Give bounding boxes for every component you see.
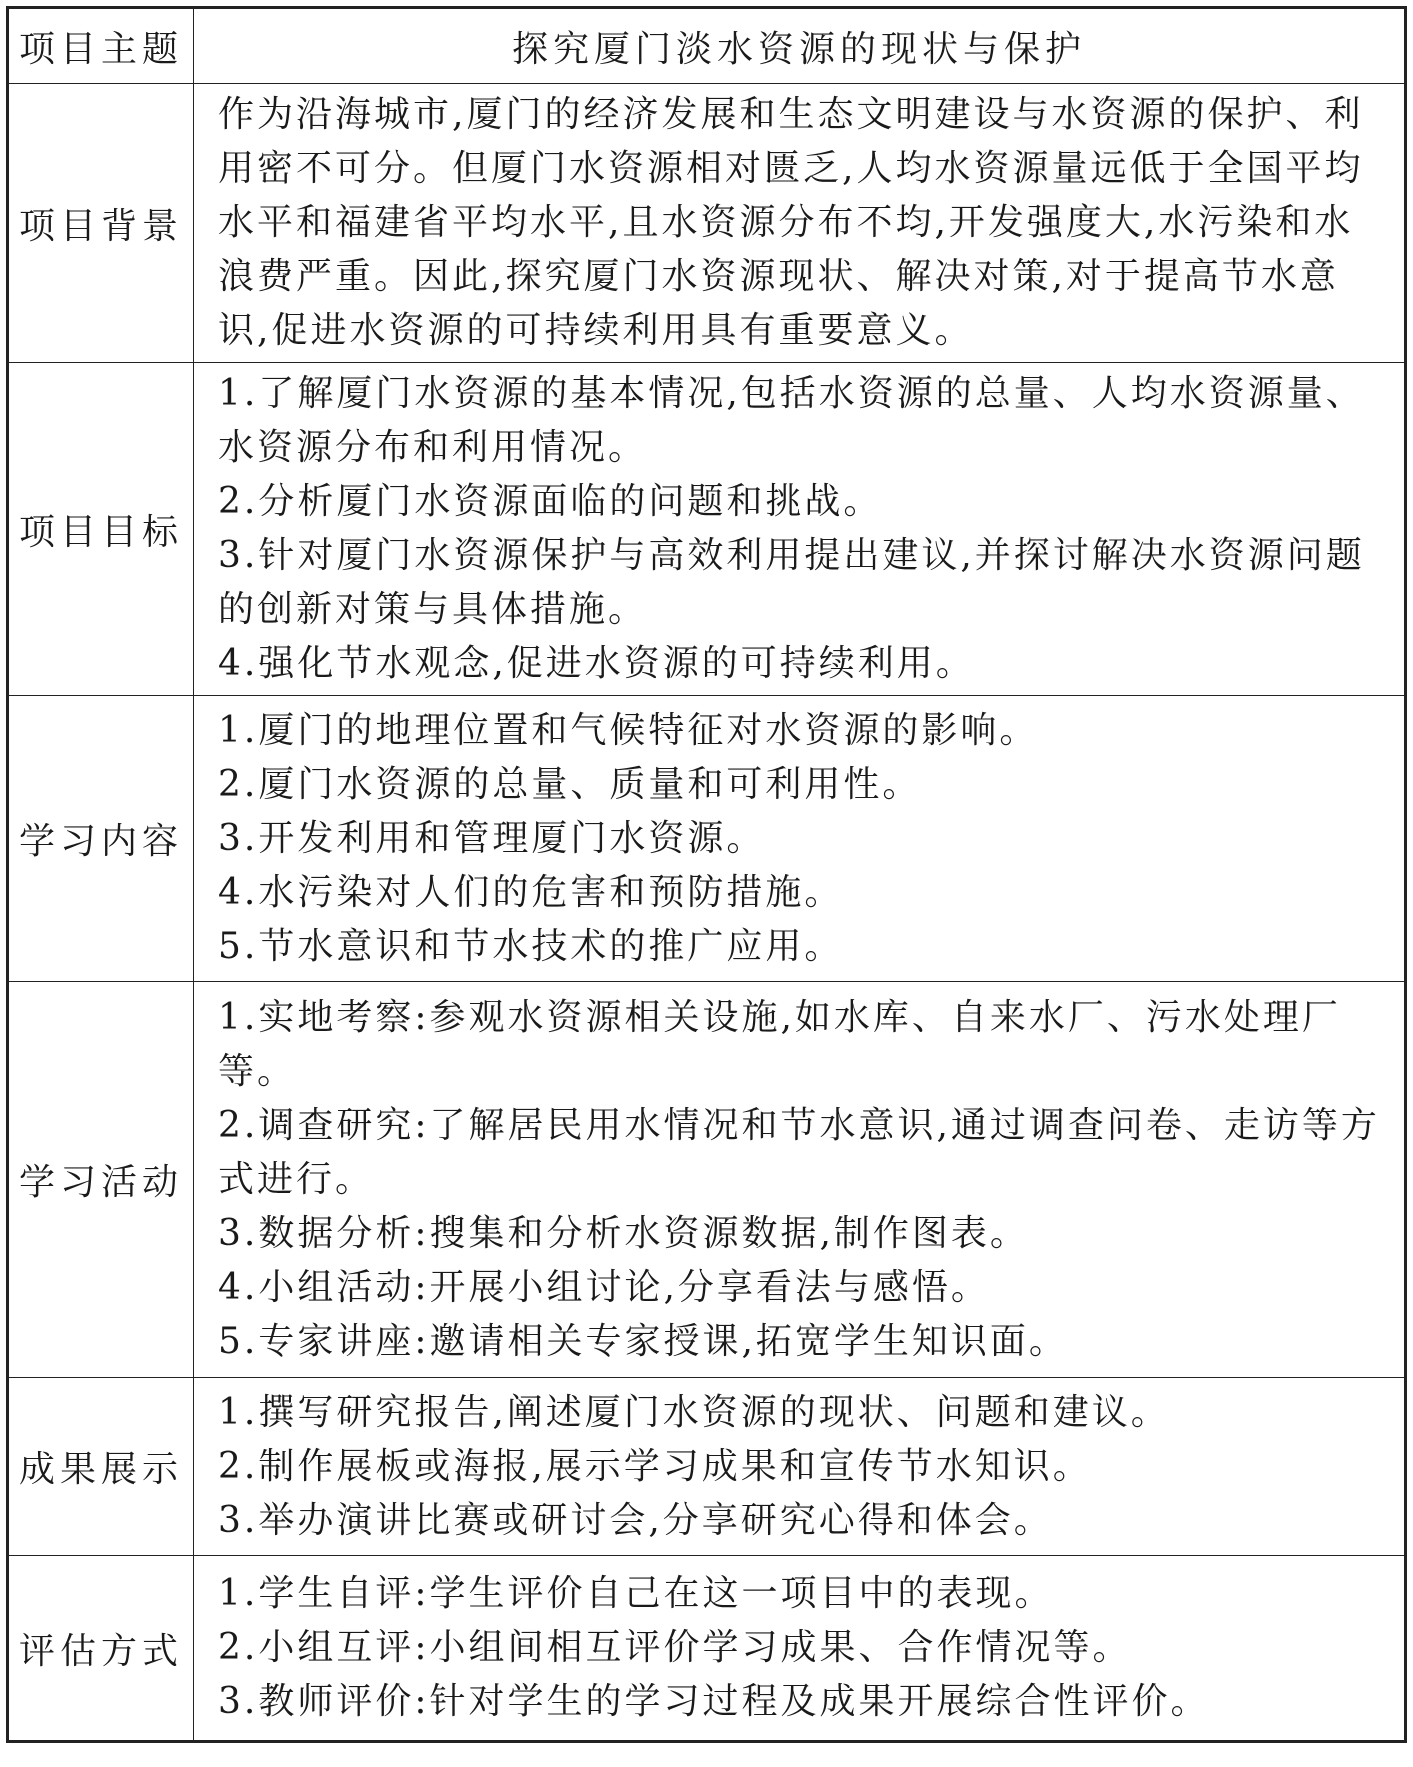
list-item: 3.举办演讲比赛或研讨会,分享研究心得和体会。: [218, 1499, 1053, 1541]
goals-cell: [194, 363, 1406, 696]
row-evaluation: [8, 1556, 1406, 1742]
list-item: 3.教师评价:针对学生的学习过程及成果开展综合性评价。: [218, 1681, 1210, 1722]
row-label-topic: 项目主题: [8, 8, 194, 84]
row-label-goals: 项目目标: [8, 363, 194, 696]
project-topic-title: 探究厦门淡水资源的现状与保护: [194, 8, 1406, 84]
row-label-content: 学习内容: [8, 696, 194, 982]
row-label-evaluation: 评估方式: [8, 1556, 194, 1742]
list-item: 5.专家讲座:邀请相关专家授课,拓宽学生知识面。: [218, 1320, 1068, 1362]
activities-cell: [194, 982, 1406, 1378]
list-item: 3.针对厦门水资源保护与高效利用提出建议,并探讨解决水资源问题的创新对策与具体措施。: [218, 535, 1365, 630]
background-cell: [194, 84, 1406, 363]
list-item: 2.制作展板或海报,展示学习成果和宣传节水知识。: [218, 1445, 1092, 1487]
list-item: 2.调查研究:了解居民用水情况和节水意识,通过调查问卷、走访等方式进行。: [218, 1104, 1380, 1200]
list-item: 4.水污染对人们的危害和预防措施。: [218, 871, 844, 913]
list-item: 2.厦门水资源的总量、质量和可利用性。: [218, 763, 922, 805]
row-topic: [8, 8, 1406, 84]
list-item: 1.实地考察:参观水资源相关设施,如水库、自来水厂、污水处理厂等。: [218, 996, 1341, 1092]
row-background: [8, 84, 1406, 363]
list-item: 2.分析厦门水资源面临的问题和挑战。: [218, 481, 883, 522]
project-plan-table: [6, 6, 1407, 1743]
list-item: 5.节水意识和节水技术的推广应用。: [218, 925, 844, 967]
list-item: 1.厦门的地理位置和气候特征对水资源的影响。: [218, 709, 1039, 751]
list-item: 2.小组互评:小组间相互评价学习成果、合作情况等。: [218, 1627, 1132, 1668]
row-results: [8, 1378, 1406, 1556]
content-cell: [194, 696, 1406, 982]
row-activities: [8, 982, 1406, 1378]
row-content: [8, 696, 1406, 982]
list-item: 4.强化节水观念,促进水资源的可持续利用。: [218, 643, 975, 684]
row-label-activities: 学习活动: [8, 982, 194, 1378]
list-item: 3.数据分析:搜集和分析水资源数据,制作图表。: [218, 1212, 1029, 1254]
list-item: 1.了解厦门水资源的基本情况,包括水资源的总量、人均水资源量、水资源分布和利用情况。: [218, 373, 1365, 468]
evaluation-cell: [194, 1556, 1406, 1742]
row-goals: [8, 363, 1406, 696]
background-text: 作为沿海城市,厦门的经济发展和生态文明建设与水资源的保护、利用密不可分。但厦门水资源相对匮乏,人均水资源量远低于全国平均水平和福建省平均水平,且水资源分布不均,开发强度大,水污染和水浪费严重。因此,探究厦门水资源现状、解决对策,对于提高节水意识,促进水资源的可持续利用具有重要意义。: [218, 94, 1364, 351]
row-label-background: 项目背景: [8, 84, 194, 363]
list-item: 4.小组活动:开展小组讨论,分享看法与感悟。: [218, 1266, 990, 1308]
list-item: 3.开发利用和管理厦门水资源。: [218, 817, 766, 859]
results-cell: [194, 1378, 1406, 1556]
list-item: 1.学生自评:学生评价自己在这一项目中的表现。: [218, 1573, 1054, 1614]
row-label-results: 成果展示: [8, 1378, 194, 1556]
list-item: 1.撰写研究报告,阐述厦门水资源的现状、问题和建议。: [218, 1391, 1170, 1433]
project-plan-frame: [6, 6, 1407, 1743]
